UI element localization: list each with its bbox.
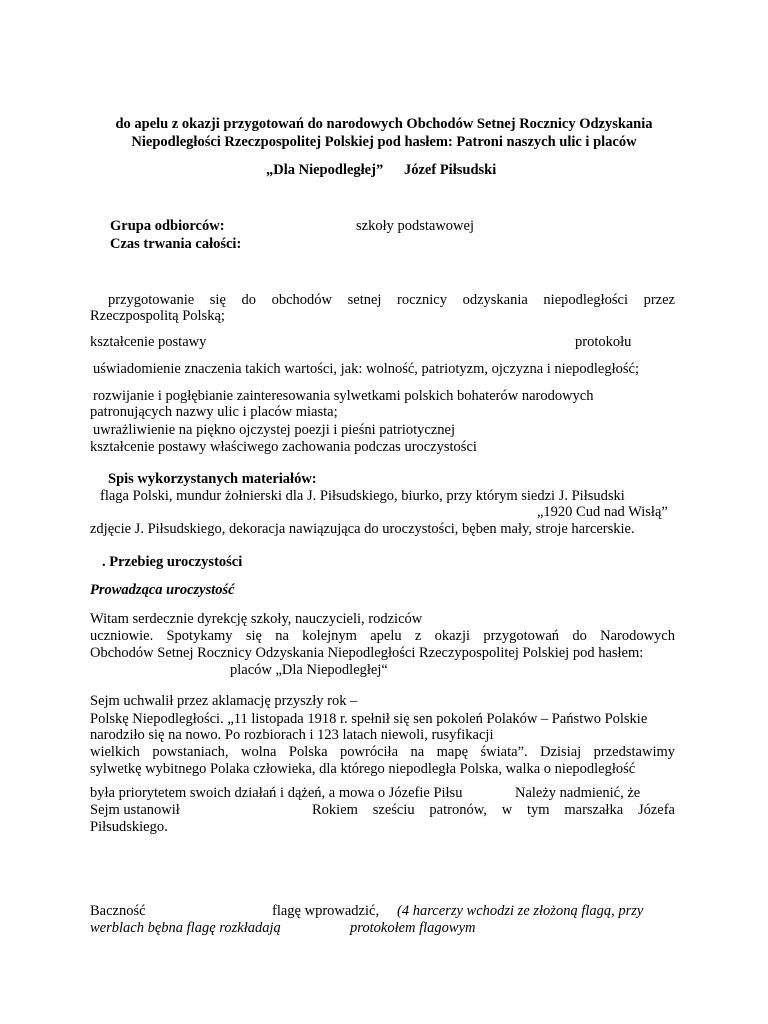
para2-line-4: wielkich powstaniach, wolna Polska powróciła na mapę świata”. Dzisiaj przedstawimy [90,744,675,760]
para2-line-7a: Sejm ustanowił [90,802,180,818]
goal-2-b: protokołu [575,334,632,350]
header-patron: Józef Piłsudski [404,162,497,178]
materials-line-2: „1920 Cud nad Wisłą” [537,504,668,520]
para2-line-1: Sejm uchwalił przez aklamację przyszły rok – [90,693,358,709]
para2-line-6b: Należy nadmienić, że [515,785,641,801]
goal-3: uświadomienie znaczenia takich wartości, jak: wolność, patriotyzm, ojczyzna i niepodległość; [93,361,639,377]
para2-line-2: Polskę Niepodległości. „11 listopada 1918 r. spełnił się sen pokoleń Polaków – Państwo Polskie [90,711,648,727]
goal-4-line-1: rozwijanie i pogłębianie zainteresowania sylwetkami polskich bohaterów narodowych [93,388,594,404]
goal-4-line-2: patronujących nazwy ulic i placów miasta; [90,404,338,420]
final-line-2b: protokołem flagowym [350,920,476,936]
final-command: Baczność [90,903,146,919]
goal-1-line-2: Rzeczpospolitą Polską; [90,308,225,324]
para2-line-6a: była priorytetem swoich działań i dążeń, a mowa o Józefie Piłsu [90,785,463,801]
goal-1-line-1: przygotowanie się do obchodów setnej rocznicy odzyskania niepodległości przez [108,292,675,308]
para2-line-7b: Rokiem sześciu patronów, w tym marszałka Józefa [312,802,675,818]
para1-line-3: Obchodów Setnej Rocznicy Odzyskania Niepodległości Rzeczypospolitej Polskiej pod hasłem: [90,645,644,661]
goal-2-a: kształcenie postawy [90,334,207,350]
audience-label: Grupa odbiorców: [110,218,225,234]
para1-line-2: uczniowie. Spotykamy się na kolejnym apelu z okazji przygotowań do Narodowych [90,628,675,644]
goal-6: kształcenie postawy właściwego zachowania podczas uroczystości [90,439,477,455]
duration-label: Czas trwania całości: [110,236,242,252]
header-line-2: Niepodległości Rzeczpospolitej Polskiej pod hasłem: Patroni naszych ulic i placów [131,134,637,150]
host-label: Prowadząca uroczystość [90,582,235,598]
final-flag-in: flagę wprowadzić, [272,903,380,919]
header-line-1: do apelu z okazji przygotowań do narodowych Obchodów Setnej Rocznicy Odzyskania [115,116,653,132]
para1-line-1: Witam serdecznie dyrekcję szkoły, nauczycieli, rodziców [90,611,423,627]
final-stage-direction: (4 harcerzy wchodzi ze złożoną flagą, przy [397,903,644,919]
goal-5: uwrażliwienie na piękno ojczystej poezji i pieśni patriotycznej [93,422,455,438]
header-slogan: „Dla Niepodległej” [266,162,384,178]
para2-line-5: sylwetkę wybitnego Polaka człowieka, dla którego niepodległa Polska, walka o niepodległość [90,761,636,777]
materials-line-1: flaga Polski, mundur żołnierski dla J. Piłsudskiego, biurko, przy którym siedzi J. Piłsudski [100,488,625,504]
para1-line-4: placów „Dla Niepodległej“ [230,662,388,678]
final-line-2a: werblach bębna flagę rozkładają [90,920,281,936]
audience-value: szkoły podstawowej [356,218,474,234]
para2-line-3: narodziło się na nowo. Po rozbiorach i 123 latach niewoli, rusyfikacji [90,727,494,743]
para2-line-8: Piłsudskiego. [90,819,168,835]
ceremony-heading: . Przebieg uroczystości [102,554,243,570]
materials-line-3: zdjęcie J. Piłsudskiego, dekoracja nawiązująca do uroczystości, bęben mały, stroje harcerskie. [90,521,635,537]
materials-heading: Spis wykorzystanych materiałów: [108,471,317,487]
